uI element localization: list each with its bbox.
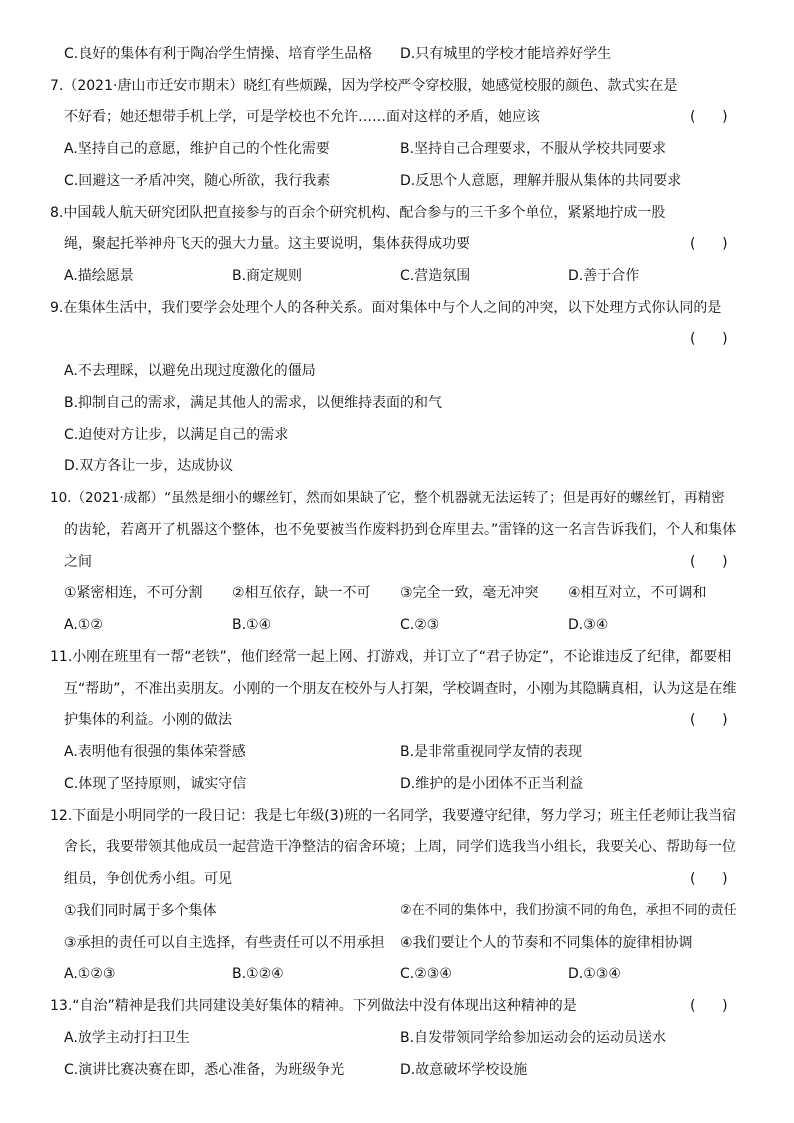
q8-option-c: C.营造氛围 (400, 268, 471, 284)
q7-option-b: B.坚持自己合理要求，不服从学校共同要求 (400, 141, 667, 157)
q10-answer-blank: ( ) (690, 554, 728, 570)
q9-option-a: A.不去理睬，以避免出现过度激化的僵局 (64, 363, 316, 379)
q8-stem-line2: 绳，聚起托举神舟飞天的强大力量。这主要说明，集体获得成功要 (64, 236, 470, 252)
q11-option-a: A.表明他有很强的集体荣誉感 (64, 744, 246, 760)
q12-stem-line1: 12.下面是小明同学的一段日记：我是七年级(3)班的一名同学，我要遵守纪律，努力学习；班主任老师让我当宿 (50, 808, 737, 824)
q8-stem-line1: 8.中国载人航天研究团队把直接参与的百余个研究机构、配合参与的三千多个单位，紧紧地拧成一股 (50, 205, 666, 221)
q9-answer-blank: ( ) (690, 331, 728, 347)
q13-stem-line1: 13.“自治”精神是我们共同建设美好集体的精神。下列做法中没有体现出这种精神的是 (50, 998, 577, 1014)
q10-option-a: A.①② (64, 617, 103, 633)
q10-stem-line1: 10.（2021·成都）“虽然是细小的螺丝钉，然而如果缺了它，整个机器就无法运转了；但是再好的螺丝钉，再精密 (50, 490, 725, 506)
q7-stem-line1: 7.（2021·唐山市迁安市期末）晓红有些烦躁，因为学校严令穿校服，她感觉校服的颜色、款式实在是 (50, 78, 678, 94)
q7-answer-blank: ( ) (690, 109, 728, 125)
q10-option-b: B.①④ (232, 617, 272, 633)
q7-stem-line2: 不好看；她还想带手机上学，可是学校也不允许……面对这样的矛盾，她应该 (64, 109, 540, 125)
q12-option-d: D.①③④ (568, 966, 621, 982)
q6-option-c: C.良好的集体有利于陶冶学生情操、培育学生品格 (64, 46, 373, 62)
q10-stem-line3: 之间 (64, 554, 92, 570)
q13-option-d: D.故意破坏学校设施 (400, 1062, 528, 1078)
q10-statement-2: ②相互依存，缺一不可 (232, 585, 371, 601)
q13-option-c: C.演讲比赛决赛在即，悉心准备，为班级争光 (64, 1062, 345, 1078)
q12-option-b: B.①②④ (232, 966, 284, 982)
q10-option-d: D.③④ (568, 617, 609, 633)
q11-option-c: C.体现了坚持原则，诚实守信 (64, 776, 247, 792)
q9-option-d: D.双方各让一步，达成协议 (64, 458, 234, 474)
q13-answer-blank: ( ) (690, 998, 728, 1014)
q11-option-d: D.维护的是小团体不正当利益 (400, 776, 584, 792)
q7-option-d: D.反思个人意愿，理解并服从集体的共同要求 (400, 173, 682, 189)
q10-stem-line2: 的齿轮，若离开了机器这个整体，也不免要被当作废料扔到仓库里去。”雷锋的这一名言告诉我们，个人和集体 (64, 522, 737, 538)
q10-statement-1: ①紧密相连，不可分割 (64, 585, 203, 601)
q9-stem-line1: 9.在集体生活中，我们要学会处理个人的各种关系。面对集体中与个人之间的冲突，以下处理方式你认同的是 (50, 300, 722, 316)
q11-stem-line3: 护集体的利益。小刚的做法 (64, 712, 232, 728)
q13-option-a: A.放学主动打扫卫生 (64, 1030, 190, 1046)
q11-stem-line2: 互“帮助”，不准出卖朋友。小刚的一个朋友在校外与人打架，学校调查时，小刚为其隐瞒真相，认为这是在维 (64, 681, 737, 697)
q8-answer-blank: ( ) (690, 236, 728, 252)
q12-answer-blank: ( ) (690, 871, 728, 887)
q12-stem-line2: 舍长，我要带领其他成员一起营造干净整洁的宿舍环境；上周，同学们选我当小组长，我要关心、帮助每一位 (64, 839, 736, 855)
q12-option-c: C.②③④ (400, 966, 452, 982)
q11-stem-line1: 11.小刚在班里有一帮“老铁”，他们经常一起上网、打游戏，并订立了“君子协定”，不论谁违反了纪律，都要相 (50, 649, 732, 665)
q12-option-a: A.①②③ (64, 966, 116, 982)
q7-option-a: A.坚持自己的意愿，维护自己的个性化需要 (64, 141, 330, 157)
q11-option-b: B.是非常重视同学友情的表现 (400, 744, 583, 760)
q8-option-b: B.商定规则 (232, 268, 303, 284)
q12-statement-2: ②在不同的集体中，我们扮演不同的角色，承担不同的责任 (400, 903, 737, 918)
q10-statement-3: ③完全一致，毫无冲突 (400, 585, 539, 601)
q12-statement-4: ④我们要让个人的节奏和不同集体的旋律相协调 (400, 935, 693, 951)
q10-option-c: C.②③ (400, 617, 440, 633)
q12-statement-1: ①我们同时属于多个集体 (64, 903, 217, 919)
q11-answer-blank: ( ) (690, 712, 728, 728)
q10-statement-4: ④相互对立，不可调和 (568, 585, 707, 601)
q7-option-c: C.回避这一矛盾冲突，随心所欲，我行我素 (64, 173, 331, 189)
q13-option-b: B.自发带领同学给参加运动会的运动员送水 (400, 1030, 667, 1046)
q8-option-a: A.描绘愿景 (64, 268, 134, 284)
q9-option-b: B.抑制自己的需求，满足其他人的需求，以便维持表面的和气 (64, 395, 443, 411)
q8-option-d: D.善于合作 (568, 268, 640, 284)
q9-option-c: C.迫使对方让步，以满足自己的需求 (64, 427, 289, 443)
q6-option-d: D.只有城里的学校才能培养好学生 (400, 46, 612, 62)
q12-statement-3: ③承担的责任可以自主选择，有些责任可以不用承担 (64, 935, 385, 951)
q12-stem-line3: 组员，争创优秀小组。可见 (64, 871, 232, 887)
